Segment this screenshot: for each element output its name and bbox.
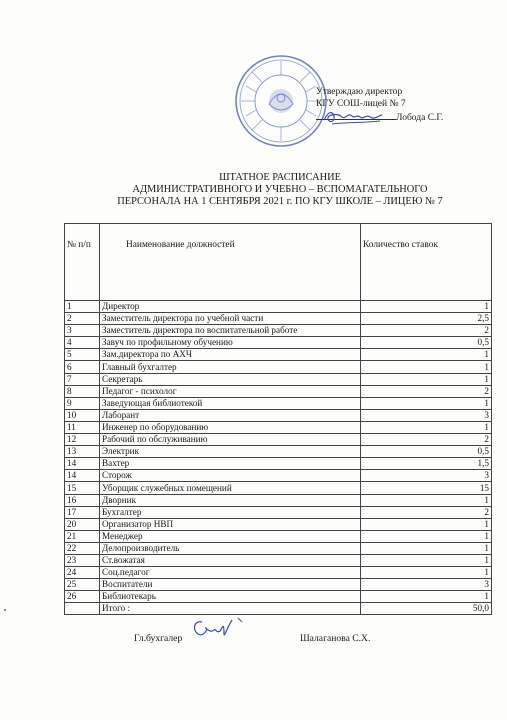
header-count: Количество ставок [361, 224, 492, 301]
row-count: 2 [361, 385, 492, 397]
total-label: Итого : [100, 603, 361, 615]
table-row [65, 470, 492, 482]
row-count: 1 [361, 518, 492, 530]
row-position: Зам.директора по АХЧ [100, 349, 361, 361]
approval-line-2: КГУ СОШ-лицей № 7 [316, 98, 406, 109]
table-row [65, 554, 492, 566]
table-row [65, 409, 492, 421]
row-position: Организатор НВП [100, 518, 361, 530]
row-count: 2 [361, 506, 492, 518]
row-number: 8 [65, 385, 100, 397]
table-row [65, 579, 492, 591]
row-position: Электрик [100, 446, 361, 458]
total-value: 50,0 [361, 603, 492, 615]
row-count: 1 [361, 301, 492, 313]
header-number: № п/п [65, 224, 100, 301]
row-position: Ст.вожатая [100, 554, 361, 566]
row-position: Вахтер [100, 458, 361, 470]
table-row [65, 458, 492, 470]
row-number: 21 [65, 530, 100, 542]
row-count: 3 [361, 470, 492, 482]
table-row [65, 591, 492, 603]
row-position: Лаборант [100, 409, 361, 421]
row-number: 3 [65, 325, 100, 337]
row-count: 1 [361, 349, 492, 361]
row-count: 1 [361, 530, 492, 542]
row-position: Уборщик служебных помещений [100, 482, 361, 494]
row-number: 9 [65, 397, 100, 409]
row-position: Инженер по оборудованию [100, 421, 361, 433]
row-number: 26 [65, 591, 100, 603]
row-number: 24 [65, 567, 100, 579]
row-number: 22 [65, 542, 100, 554]
table-row [65, 506, 492, 518]
title-line-1: ШТАТНОЕ РАСПИСАНИЕ [219, 172, 341, 183]
row-count: 1 [361, 494, 492, 506]
row-number: 5 [65, 349, 100, 361]
table-row [65, 301, 492, 313]
table-row [65, 313, 492, 325]
row-position: Соц.педагог [100, 567, 361, 579]
row-count: 1 [361, 397, 492, 409]
row-number: 16 [65, 494, 100, 506]
row-position: Заместитель директора по учебной части [100, 313, 361, 325]
table-total-row [65, 603, 492, 615]
table-row [65, 530, 492, 542]
row-number: 23 [65, 554, 100, 566]
table-row [65, 325, 492, 337]
table-row [65, 385, 492, 397]
row-number: 1 [65, 301, 100, 313]
row-position: Рабочий по обслуживанию [100, 434, 361, 446]
table-row [65, 567, 492, 579]
row-number: 2 [65, 313, 100, 325]
scan-speck [4, 609, 6, 611]
row-position: Директор [100, 301, 361, 313]
approval-line-1: Утверждаю директор [316, 87, 403, 97]
row-count: 1 [361, 542, 492, 554]
accountant-signature-icon [188, 614, 248, 640]
row-number: 7 [65, 373, 100, 385]
row-count: 1,5 [361, 458, 492, 470]
row-number: 14 [65, 470, 100, 482]
row-count: 0,5 [361, 337, 492, 349]
table-row [65, 349, 492, 361]
row-number: 17 [65, 506, 100, 518]
table-row [65, 397, 492, 409]
row-position: Бухгалтер [100, 506, 361, 518]
table-row [65, 542, 492, 554]
row-position: Менеджер [100, 530, 361, 542]
row-position: Делопроизводитель [100, 542, 361, 554]
row-position: Воспитатели [100, 579, 361, 591]
table-row [65, 446, 492, 458]
row-number: 12 [65, 434, 100, 446]
table-row [65, 494, 492, 506]
document-title [60, 172, 500, 207]
title-line-3: ПЕРСОНАЛА НА 1 СЕНТЯБРЯ 2021 г. ПО КГУ ШКОЛЕ – ЛИЦЕЮ № 7 [117, 195, 443, 207]
row-position: Заместитель директора по воспитательной работе [100, 325, 361, 337]
row-count: 1 [361, 554, 492, 566]
row-count: 1 [361, 373, 492, 385]
table-row [65, 373, 492, 385]
row-number: 15 [65, 482, 100, 494]
row-position: Завуч по профильному обучению [100, 337, 361, 349]
table-row [65, 421, 492, 433]
row-count: 2 [361, 434, 492, 446]
staff-table [64, 223, 492, 615]
table-row [65, 518, 492, 530]
table-row [65, 337, 492, 349]
row-number: 4 [65, 337, 100, 349]
row-position: Дворник [100, 494, 361, 506]
total-empty-cell [65, 603, 100, 615]
row-count: 1 [361, 361, 492, 373]
row-count: 3 [361, 409, 492, 421]
accountant-name: Шалаганова С.Х. [300, 633, 371, 644]
accountant-role: Гл.бухгалер [134, 633, 183, 644]
table-row [65, 434, 492, 446]
table-row [65, 361, 492, 373]
table-header-row [65, 224, 492, 301]
row-count: 1 [361, 591, 492, 603]
row-count: 1 [361, 567, 492, 579]
row-count: 2,5 [361, 313, 492, 325]
row-count: 2 [361, 325, 492, 337]
row-number: 6 [65, 361, 100, 373]
row-number: 10 [65, 409, 100, 421]
row-number: 13 [65, 446, 100, 458]
row-number: 14 [65, 458, 100, 470]
director-signature-icon [322, 104, 384, 128]
table-row [65, 482, 492, 494]
row-number: 11 [65, 421, 100, 433]
row-position: Педагог - психолог [100, 385, 361, 397]
row-count: 0,5 [361, 446, 492, 458]
row-count: 1 [361, 421, 492, 433]
director-name: Лобода С.Г. [396, 113, 444, 123]
row-number: 25 [65, 579, 100, 591]
row-count: 3 [361, 579, 492, 591]
row-position: Библиотекарь [100, 591, 361, 603]
official-seal-icon [234, 54, 328, 148]
header-position: Наименование должностей [100, 224, 361, 301]
row-position: Секретарь [100, 373, 361, 385]
row-number: 20 [65, 518, 100, 530]
row-position: Заведующая библиотекой [100, 397, 361, 409]
row-position: Сторож [100, 470, 361, 482]
row-count: 15 [361, 482, 492, 494]
title-line-2: АДМИНИСТРАТИВНОГО И УЧЕБНО – ВСПОМАГАТЕЛЬНОГО [132, 183, 428, 195]
row-position: Главный бухгалтер [100, 361, 361, 373]
